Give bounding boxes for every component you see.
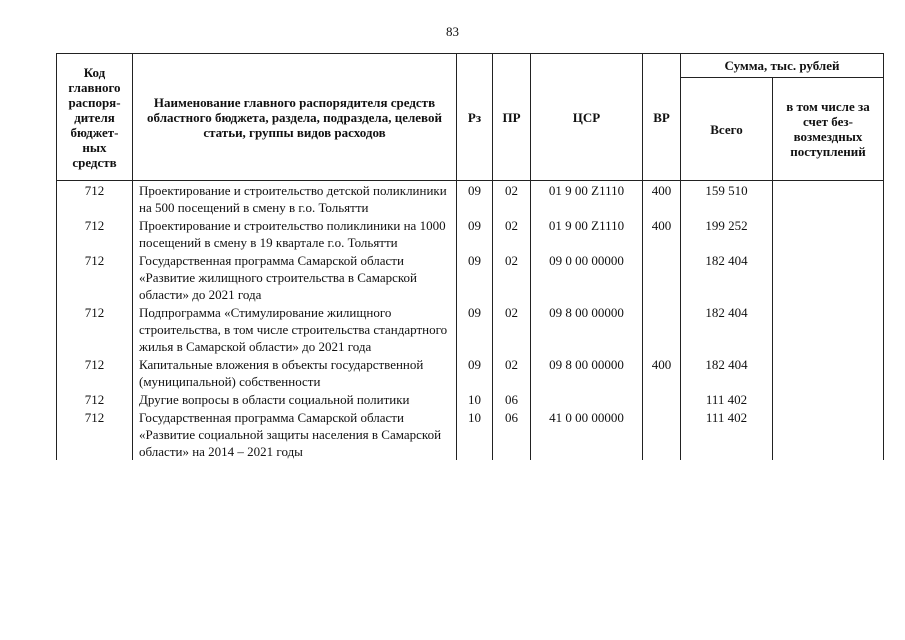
cell-code: 712 [57, 181, 133, 217]
cell-rz: 10 [457, 408, 493, 460]
cell-total: 111 402 [681, 390, 773, 408]
cell-vr: 400 [643, 355, 681, 390]
header-csr: ЦСР [531, 54, 643, 181]
cell-name: Государственная программа Самарской области «Развитие социальной защиты населения в Самарской области» на 2014 – 2021 годы [133, 408, 457, 460]
cell-csr: 09 0 00 00000 [531, 251, 643, 303]
cell-grants [773, 181, 884, 217]
header-grants: в том числе за счет без-возмездных поступлений [773, 78, 884, 181]
cell-rz: 09 [457, 251, 493, 303]
cell-pr: 02 [493, 216, 531, 251]
cell-grants [773, 355, 884, 390]
cell-csr: 01 9 00 Z1110 [531, 216, 643, 251]
header-name: Наименование главного распорядителя средств областного бюджета, раздела, подраздела, целевой статьи, группы видов расходов [133, 54, 457, 181]
cell-rz: 10 [457, 390, 493, 408]
cell-code: 712 [57, 355, 133, 390]
cell-code: 712 [57, 390, 133, 408]
cell-csr: 01 9 00 Z1110 [531, 181, 643, 217]
cell-rz: 09 [457, 216, 493, 251]
table-row [57, 303, 884, 355]
cell-grants [773, 408, 884, 460]
cell-rz: 09 [457, 181, 493, 217]
header-vr: ВР [643, 54, 681, 181]
cell-total: 199 252 [681, 216, 773, 251]
header-total: Всего [681, 78, 773, 181]
header-code: Код главного распоря-дителя бюджет-ных средств [57, 54, 133, 181]
cell-pr: 06 [493, 408, 531, 460]
cell-total: 159 510 [681, 181, 773, 217]
cell-vr [643, 390, 681, 408]
header-sum: Сумма, тыс. рублей [681, 54, 884, 78]
cell-name: Подпрограмма «Стимулирование жилищного строительства, в том числе строительства стандартного жилья в Самарской области» до 2021 года [133, 303, 457, 355]
cell-total: 182 404 [681, 355, 773, 390]
cell-name: Другие вопросы в области социальной политики [133, 390, 457, 408]
cell-csr: 09 8 00 00000 [531, 303, 643, 355]
cell-pr: 02 [493, 303, 531, 355]
cell-rz: 09 [457, 355, 493, 390]
cell-vr [643, 251, 681, 303]
page-number: 83 [446, 24, 459, 39]
cell-pr: 02 [493, 181, 531, 217]
header-pr: ПР [493, 54, 531, 181]
cell-grants [773, 390, 884, 408]
table-row [57, 251, 884, 303]
cell-name: Капитальные вложения в объекты государственной (муниципальной) собственности [133, 355, 457, 390]
cell-code: 712 [57, 408, 133, 460]
cell-pr: 06 [493, 390, 531, 408]
cell-vr [643, 303, 681, 355]
cell-name: Проектирование и строительство детской поликлиники на 500 посещений в смену в г.о. Тольятти [133, 181, 457, 217]
table-row [57, 355, 884, 390]
cell-csr [531, 390, 643, 408]
cell-total: 111 402 [681, 408, 773, 460]
cell-name: Проектирование и строительство поликлиники на 1000 посещений в смену в 19 квартале г.о. Тольятти [133, 216, 457, 251]
budget-table [56, 53, 884, 460]
cell-total: 182 404 [681, 303, 773, 355]
cell-vr: 400 [643, 181, 681, 217]
cell-grants [773, 251, 884, 303]
cell-csr: 41 0 00 00000 [531, 408, 643, 460]
cell-name: Государственная программа Самарской области «Развитие жилищного строительства в Самарской области» до 2021 года [133, 251, 457, 303]
cell-pr: 02 [493, 251, 531, 303]
cell-code: 712 [57, 251, 133, 303]
cell-csr: 09 8 00 00000 [531, 355, 643, 390]
cell-rz: 09 [457, 303, 493, 355]
cell-grants [773, 216, 884, 251]
cell-code: 712 [57, 303, 133, 355]
cell-vr: 400 [643, 216, 681, 251]
table-row [57, 181, 884, 217]
cell-total: 182 404 [681, 251, 773, 303]
table-row [57, 216, 884, 251]
cell-pr: 02 [493, 355, 531, 390]
cell-grants [773, 303, 884, 355]
table-row [57, 390, 884, 408]
cell-code: 712 [57, 216, 133, 251]
table-row [57, 408, 884, 460]
header-rz: Рз [457, 54, 493, 181]
cell-vr [643, 408, 681, 460]
